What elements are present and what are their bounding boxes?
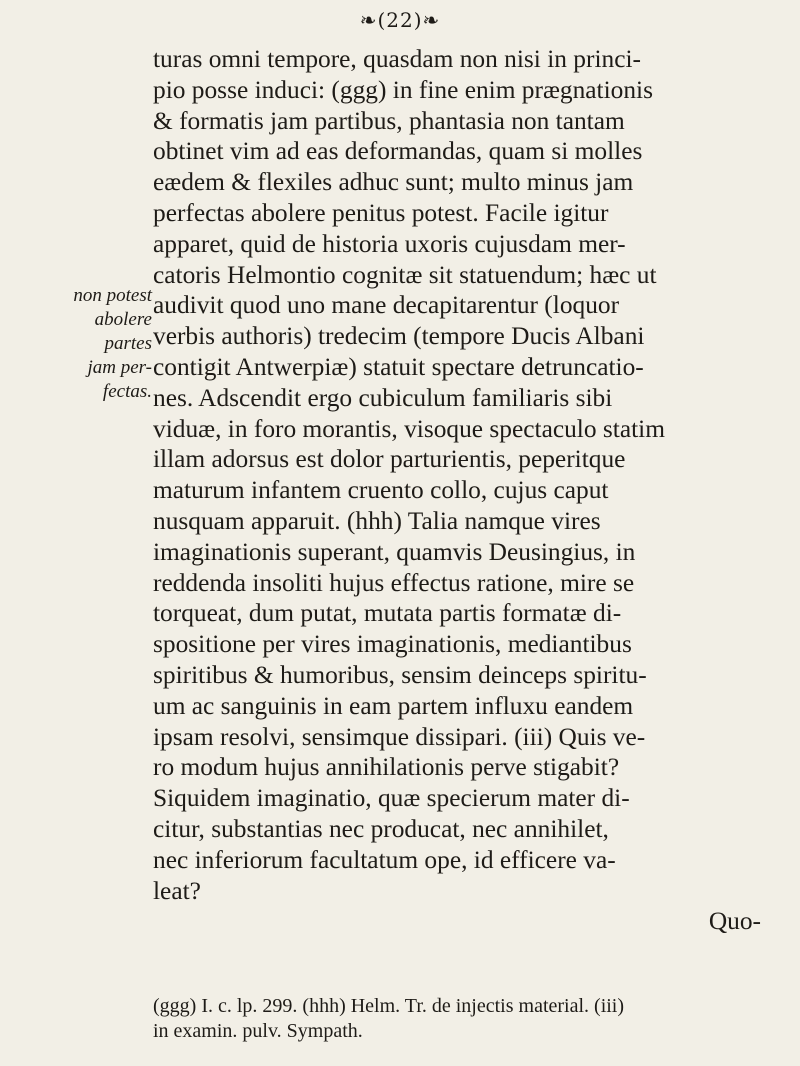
text-line: citur, substantias nec producat, nec annihilet, [153, 814, 609, 843]
text-line: illam adorsus est dolor parturientis, peperitque [153, 445, 626, 474]
text-line: nes. Adscendit ergo cubiculum familiaris sibi [153, 383, 613, 412]
text-line: contigit Antwerpiæ) statuit spectare detruncatio- [153, 352, 644, 381]
text-line: nec inferiorum facultatum ope, id efficere va- [153, 845, 616, 874]
text-line: apparet, quid de historia uxoris cujusdam mer- [153, 229, 626, 258]
text-line: reddenda insoliti hujus effectus ratione, mire se [153, 568, 635, 597]
text-line: torqueat, dum putat, mutata partis formatæ di- [153, 599, 622, 628]
text-line: perfectas abolere penitus potest. Facile igitur [153, 198, 609, 227]
text-line: spositione per vires imaginationis, mediantibus [153, 630, 632, 659]
body-text [153, 44, 763, 937]
text-line: pio posse induci: (ggg) in fine enim prægnationis [153, 75, 653, 104]
text-line: turas omni tempore, quasdam non nisi in princi- [153, 45, 641, 73]
text-line: obtinet vim ad eas deformandas, quam si molles [153, 137, 643, 166]
text-line: spiritibus & humoribus, sensim deinceps spiritu- [153, 660, 647, 689]
margin-note-line: partes [104, 333, 152, 354]
margin-note-line: jam per- [87, 357, 152, 378]
footnote-line: (ggg) I. c. lp. 299. (hhh) Helm. Tr. de injectis material. (iii) [153, 995, 625, 1017]
text-line: viduæ, in foro morantis, visoque spectaculo statim [153, 414, 665, 443]
text-line: ro modum hujus annihilationis perve stigabit? [153, 753, 620, 782]
text-line: imaginationis superant, quamvis Deusingius, in [153, 537, 636, 566]
catchword: Quo- [708, 907, 761, 936]
text-line: audivit quod uno mane decapitarentur (loquor [153, 291, 620, 320]
text-line: verbis authoris) tredecim (tempore Ducis Albani [153, 322, 645, 351]
footnotes [153, 994, 763, 1044]
text-line: ipsam resolvi, sensimque dissipari. (iii) Quis ve- [153, 722, 646, 751]
margin-note-line: non potest [73, 285, 152, 306]
footnote-line: in examin. pulv. Sympath. [153, 1020, 363, 1042]
text-line: maturum infantem cruento collo, cujus caput [153, 476, 609, 505]
text-line: eædem & flexiles adhuc sunt; multo minus jam [153, 168, 634, 197]
text-line: & formatis jam partibus, phantasia non tantam [153, 106, 625, 135]
text-line: um ac sanguinis in eam partem influxu eandem [153, 691, 634, 720]
page-number-header: ❧(22)❧ [359, 8, 441, 32]
text-line: nusquam apparuit. (hhh) Talia namque vires [153, 506, 601, 535]
margin-note-line: fectas. [102, 381, 152, 402]
margin-note-line: abolere [94, 309, 152, 330]
margin-note [56, 284, 152, 404]
text-line: catoris Helmontio cognitæ sit statuendum; hæc ut [153, 260, 657, 289]
text-line: leat? [153, 876, 201, 905]
text-line: Siquidem imaginatio, quæ specierum mater di- [153, 784, 630, 813]
